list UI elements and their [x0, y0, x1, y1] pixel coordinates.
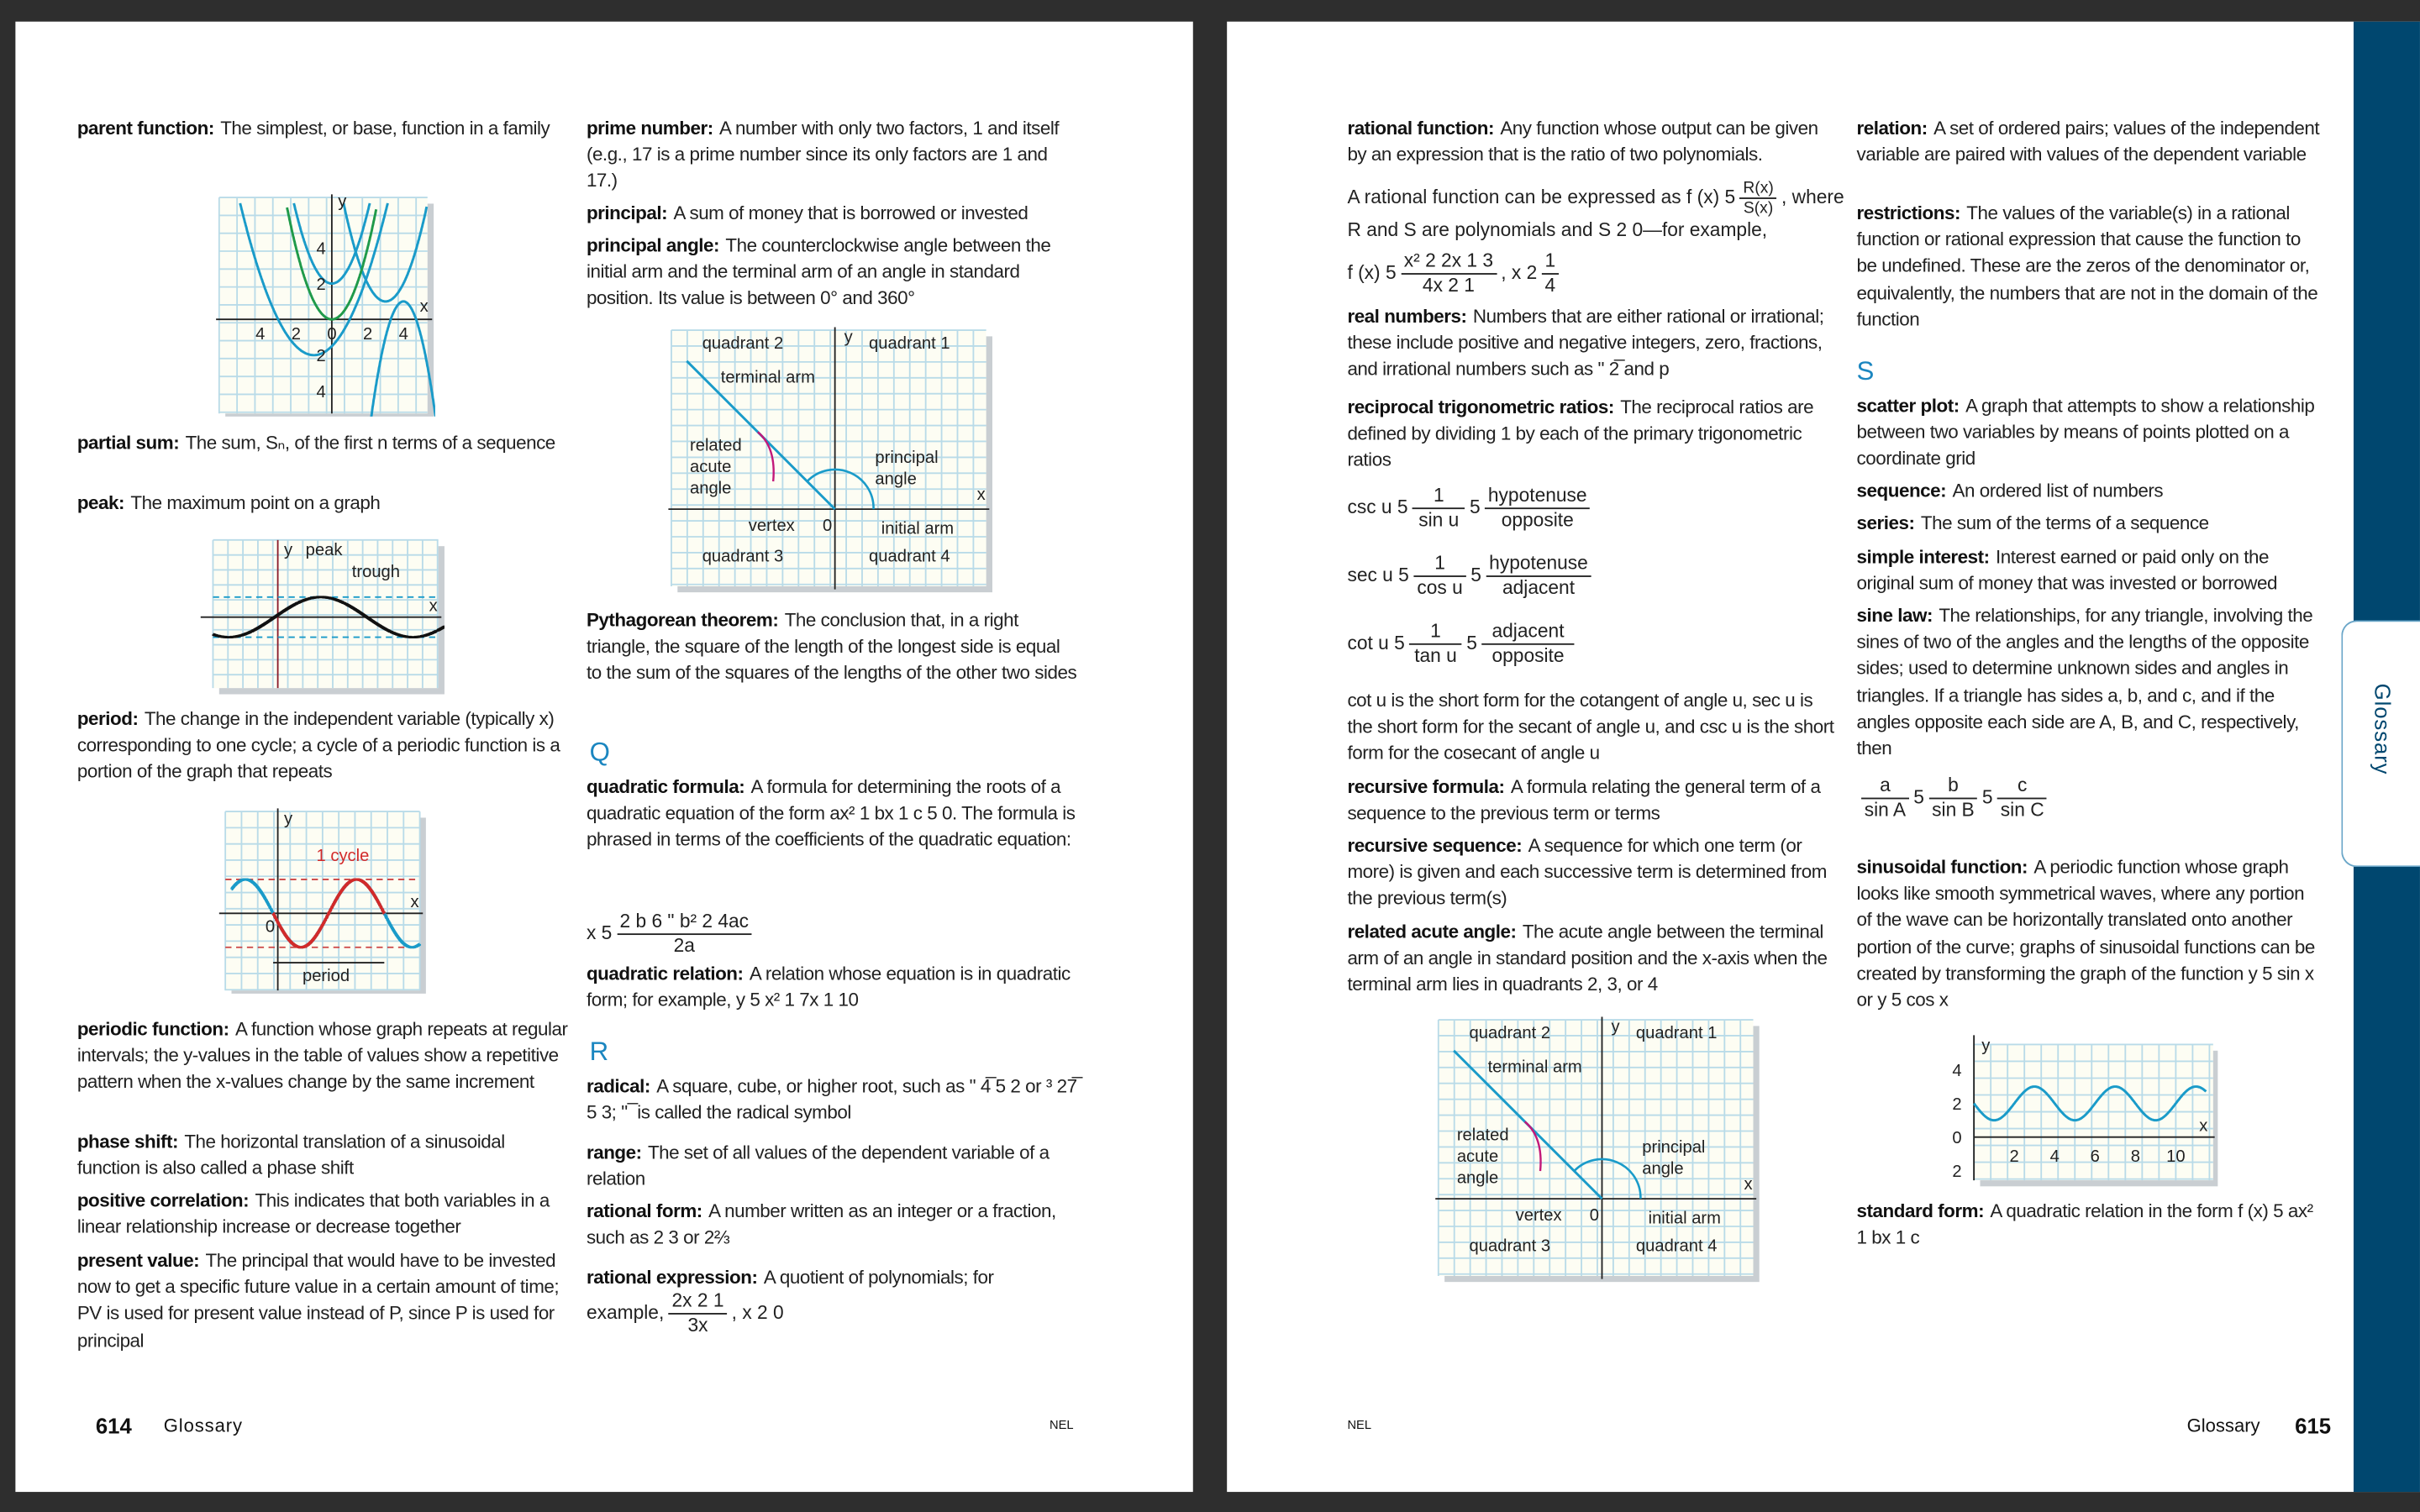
entry-radical: [587, 1074, 1077, 1126]
denominator: sin u: [1418, 509, 1460, 531]
parent-function-graph: [203, 182, 435, 417]
entry-prime-number: [587, 116, 1077, 196]
x-label: x: [429, 596, 438, 616]
entry-real-numbers: [1347, 304, 1838, 384]
term: simple interest:: [1856, 546, 1990, 568]
numerator: hypotenuse: [1486, 553, 1591, 577]
definition: The sum, Sₙ, of the first n terms of a sequence: [185, 432, 555, 454]
terminal-arm-label: terminal arm: [720, 368, 815, 387]
text: A rational function can be expressed as f (x) 5: [1347, 186, 1736, 208]
tick-label-x: 10: [2166, 1147, 2186, 1167]
fraction: [1928, 774, 1977, 822]
numerator: 1: [1409, 620, 1461, 644]
tick-label-y: 2: [1952, 1095, 1962, 1114]
y-label: y: [1981, 1036, 1991, 1055]
tick-label-x: 2: [2009, 1147, 2019, 1167]
quadratic-formula-expression: [587, 911, 756, 958]
fraction: [1413, 485, 1465, 533]
trough-label: trough: [351, 562, 401, 581]
origin-label: 0: [265, 917, 276, 937]
term: sequence:: [1856, 480, 1947, 501]
tick-label-x: 2: [362, 325, 373, 344]
fraction: [669, 1289, 727, 1337]
denominator: S(x): [1743, 198, 1774, 218]
term: periodic function:: [76, 1018, 229, 1040]
denominator: 2a: [673, 935, 695, 957]
term: peak:: [76, 491, 125, 514]
equals: 5: [1466, 632, 1477, 654]
tick-label-x: 2: [291, 325, 302, 344]
denominator: opposite: [1501, 509, 1574, 531]
denominator: adjacent: [1502, 576, 1576, 599]
x-label: x: [419, 297, 429, 317]
period-label: period: [302, 967, 350, 986]
term: sine law:: [1856, 604, 1933, 627]
fraction: [1409, 620, 1461, 668]
fraction: [1542, 250, 1559, 298]
term: restrictions:: [1856, 202, 1960, 224]
principal-angle-label: principal: [875, 449, 939, 468]
terminal-arm-label: terminal arm: [1487, 1058, 1582, 1077]
equals: 5: [1470, 496, 1481, 518]
lhs: cot u 5: [1347, 632, 1405, 654]
origin-label: 0: [822, 516, 833, 535]
glossary-side-tab[interactable]: [2341, 620, 2420, 867]
definition: A formula relating the general term of a sequence to the previous term or terms: [1347, 775, 1821, 825]
related-label: angle: [1456, 1168, 1499, 1188]
fraction: [1413, 553, 1465, 601]
entry-principal: [587, 201, 1077, 228]
tick-label-y: 0: [1952, 1128, 1962, 1147]
principal-angle-label: principal: [1642, 1138, 1706, 1158]
tick-label-y: 2: [316, 347, 326, 366]
term: relation:: [1856, 117, 1928, 139]
numerator: c: [1997, 774, 2047, 799]
y-label: y: [844, 328, 853, 347]
y-label: y: [338, 192, 347, 212]
tick-label-y: 2: [1952, 1163, 1962, 1182]
definition: A quadratic relation in the form f (x) 5 ax² 1 bx 1 c: [1856, 1200, 2313, 1249]
vertex-label: vertex: [748, 516, 795, 535]
numerator: a: [1861, 774, 1909, 799]
entry-rational-form: [587, 1199, 1077, 1252]
footer-section: Glossary: [163, 1415, 243, 1436]
entry-trig-short-forms: [1347, 688, 1838, 768]
numerator: hypotenuse: [1485, 485, 1590, 509]
equals: 5: [1913, 786, 1924, 809]
definition: The principal that would have to be invested now to get a specific future value in a certain amount of time; PV is used for present value instead of P, since P is used for principal: [76, 1249, 560, 1352]
related-label: related: [690, 436, 742, 455]
entry-periodic-function: [77, 1016, 568, 1096]
text: , where: [1781, 186, 1844, 208]
rational-expression-example: [587, 1289, 784, 1337]
rational-function-line2: R and S are polynomials and S 2 0—for example,: [1347, 218, 1768, 241]
entry-pythagorean-theorem: [587, 608, 1077, 688]
term: sinusoidal function:: [1856, 856, 2028, 879]
restriction: , x 2: [1501, 261, 1538, 284]
numerator: 2 b 6 " b² 2 4ac: [617, 911, 752, 935]
term: rational expression:: [586, 1266, 758, 1289]
page-number: 615: [2295, 1413, 2332, 1438]
term: principal:: [586, 202, 668, 224]
x-label: x: [2199, 1116, 2208, 1136]
definition: A quotient of polynomials; for: [763, 1266, 994, 1289]
definition: A sequence for which one term (or more) is given and each successive term is determined from the previous term(s): [1347, 834, 1827, 910]
term: series:: [1856, 512, 1915, 534]
term: range:: [586, 1142, 642, 1163]
numerator: 1: [1413, 553, 1465, 577]
term: quadratic relation:: [586, 963, 744, 984]
y-label: y: [283, 809, 293, 828]
definition: This indicates that both variables in a linear relationship increase or decrease together: [76, 1189, 550, 1238]
entry-partial-sum: [77, 430, 568, 457]
term: standard form:: [1856, 1200, 1985, 1222]
definition: A square, cube, or higher root, such as " 4̅ 5 2 or ³ 27̅ 5 3; " ̅ is called the radical symbol: [586, 1075, 1077, 1124]
x-label: x: [976, 486, 986, 505]
tick-label-x: 4: [255, 325, 266, 344]
definition: Interest earned or paid only on the original sum of money that was invested or borrowed: [1856, 546, 2277, 595]
denominator: 3x: [687, 1314, 708, 1336]
sinusoidal-graph: [1940, 1016, 2218, 1186]
term: parent function:: [76, 117, 214, 139]
numerator: 2x 2 1: [669, 1289, 727, 1314]
tick-label-x: 0: [327, 325, 337, 344]
fraction: [617, 911, 752, 958]
entry-scatter-plot: [1857, 393, 2320, 473]
x-label: x: [410, 892, 419, 911]
definition: A number with only two factors, 1 and itself (e.g., 17 is a prime number since its only factors are 1 and 17.): [586, 117, 1060, 192]
y-label: y: [1611, 1017, 1620, 1037]
tick-label-y: 2: [316, 275, 326, 294]
footer-section: Glossary: [2186, 1415, 2260, 1436]
fraction: [1861, 774, 1909, 822]
initial-arm-label: initial arm: [1648, 1209, 1721, 1228]
term: radical:: [586, 1075, 650, 1097]
equals: 5: [1981, 786, 1993, 809]
numerator: x² 2 2x 1 3: [1401, 250, 1497, 275]
definition: The maximum point on a graph: [130, 491, 381, 514]
section-heading-r: R: [589, 1037, 609, 1067]
denominator: sin B: [1932, 799, 1975, 822]
fraction: [1997, 774, 2047, 822]
left-page: [15, 22, 1192, 1492]
definition: The horizontal translation of a sinusoidal function is also called a phase shift: [76, 1131, 505, 1179]
definition: An ordered list of numbers: [1952, 480, 2164, 501]
entry-sinusoidal-function: [1857, 855, 2320, 1015]
term: Pythagorean theorem:: [586, 609, 779, 632]
definition: Any function whose output can be given by an expression that is the ratio of two polynomials.: [1347, 117, 1818, 165]
prefix: example,: [586, 1301, 665, 1324]
right-page: [1227, 22, 2420, 1492]
term: rational function:: [1347, 117, 1494, 139]
quadrant-3-label: quadrant 3: [1469, 1236, 1551, 1256]
side-tab-label: Glossary: [2370, 683, 2396, 775]
x-label: x: [1744, 1175, 1753, 1194]
formula-lhs: x 5: [586, 921, 613, 944]
fraction: [1401, 250, 1497, 298]
numerator: 1: [1413, 485, 1465, 509]
entry-sequence: [1857, 478, 2320, 505]
definition: A graph that attempts to show a relationship between two variables by means of points plotted on a coordinate grid: [1856, 395, 2315, 470]
denominator: tan u: [1414, 644, 1457, 667]
term: partial sum:: [76, 432, 180, 454]
entry-recursive-formula: [1347, 774, 1838, 827]
denominator: sin A: [1864, 799, 1907, 822]
entry-recursive-sequence: [1347, 833, 1838, 913]
related-label: acute: [1456, 1147, 1499, 1167]
quadrant-3-label: quadrant 3: [702, 547, 784, 566]
definition: The counterclockwise angle between the initial arm and the terminal arm of an angle in standard position. Its value is between 0° and 360°: [586, 234, 1051, 310]
term: real numbers:: [1347, 305, 1467, 328]
tick-label-x: 4: [398, 325, 408, 344]
term: related acute angle:: [1347, 921, 1517, 943]
definition: A relation whose equation is in quadratic form; for example, y 5 x² 1 7x 1 10: [586, 963, 1071, 1011]
denominator: opposite: [1491, 644, 1565, 667]
entry-relation: [1857, 116, 2320, 169]
initial-arm-label: initial arm: [881, 519, 955, 538]
term: principal angle:: [586, 234, 720, 256]
entry-quadratic-relation: [587, 961, 1077, 1014]
denominator: cos u: [1417, 576, 1463, 599]
definition: The conclusion that, in a right triangle, the square of the length of the longest side is equal to the sum of the squares of the lengths of the other two sides: [586, 609, 1077, 685]
sine-law-formula: [1857, 774, 2052, 822]
fraction: [1485, 485, 1590, 533]
tick-label-y: 4: [316, 239, 326, 259]
definition: The acute angle between the terminal arm of an angle in standard position and the x-axis when the terminal arm lies in quadrants 2, 3, or 4: [1347, 921, 1828, 996]
trig-ratio-row: [1347, 553, 1596, 601]
fraction: [1481, 620, 1574, 668]
quadrant-4-label: quadrant 4: [1635, 1236, 1718, 1256]
tick-label-x: 4: [2049, 1147, 2060, 1167]
related-label: acute: [690, 458, 732, 477]
equals: 5: [1470, 564, 1481, 586]
quadrant-2-label: quadrant 2: [1469, 1024, 1551, 1043]
entry-rational-function: [1347, 116, 1838, 169]
definition: cot u is the short form for the cotangent of angle u, sec u is the short form for the secant of angle u, and csc u is the short form for the cosecant of angle u: [1347, 690, 1834, 764]
related-label: related: [1456, 1126, 1509, 1145]
numerator: R(x): [1740, 179, 1777, 199]
definition: The simplest, or base, function in a family: [220, 117, 550, 139]
rational-function-example: [1347, 250, 1563, 298]
entry-restrictions: [1857, 201, 2320, 333]
principal-angle-label: angle: [1642, 1159, 1684, 1179]
fraction: [1740, 179, 1777, 218]
lhs: f (x) 5: [1347, 261, 1397, 284]
suffix: , x 2 0: [731, 1301, 784, 1324]
definition: The sum of the terms of a sequence: [1920, 512, 2209, 534]
definition: The reciprocal ratios are defined by dividing 1 by each of the primary trigonometric ratios: [1347, 396, 1814, 471]
entry-present-value: [77, 1248, 568, 1354]
term: rational form:: [586, 1200, 702, 1222]
section-heading-s: S: [1856, 356, 1875, 386]
quadrant-1-label: quadrant 1: [1635, 1024, 1718, 1043]
term: recursive formula:: [1347, 775, 1505, 798]
numerator: b: [1928, 774, 1977, 799]
term: phase shift:: [76, 1131, 178, 1153]
entry-simple-interest: [1857, 544, 2320, 597]
entry-phase-shift: [77, 1129, 568, 1182]
related-label: angle: [690, 479, 732, 498]
page-number: 614: [95, 1413, 132, 1438]
tick-label-x: 8: [2130, 1147, 2140, 1167]
definition: The change in the independent variable (typically x) corresponding to one cycle; a cycle of a periodic function is a portion of the graph that repeats: [76, 708, 560, 783]
y-label: y: [283, 541, 293, 560]
definition: A formula for determining the roots of a quadratic equation of the form ax² 1 bx 1 c 5 0. The formula is phrased in terms of the coefficients of the quadratic equation:: [586, 775, 1076, 851]
definition: A set of ordered pairs; values of the independent variable are paired with values of the dependent variable: [1856, 117, 2320, 165]
entry-positive-correlation: [77, 1188, 568, 1241]
definition: A periodic function whose graph looks like smooth symmetrical waves, where any portion of the wave can be horizontally translated onto another portion of the curve; graphs of sinusoidal functions can be created by transforming the graph of the function y 5 sin x or y 5 cos x: [1856, 856, 2315, 1011]
term: positive correlation:: [76, 1189, 250, 1211]
entry-sine-law: [1857, 603, 2320, 763]
peak-trough-graph: [197, 537, 445, 694]
rational-function-expression: [1347, 179, 1844, 218]
tick-label-x: 6: [2090, 1147, 2100, 1167]
entry-reciprocal-trig-ratios: [1347, 395, 1838, 475]
term: recursive sequence:: [1347, 834, 1523, 857]
term: quadratic formula:: [586, 775, 745, 798]
entry-peak: [77, 491, 568, 517]
principal-angle-label: angle: [875, 470, 917, 489]
trig-ratio-row: [1347, 485, 1594, 533]
term: present value:: [76, 1249, 200, 1272]
fraction: [1486, 553, 1591, 601]
entry-parent-function: [77, 116, 568, 143]
denominator: 4x 2 1: [1422, 274, 1475, 297]
definition: A sum of money that is borrowed or invested: [673, 202, 1028, 224]
entry-range: [587, 1140, 1077, 1193]
entry-period: [77, 706, 568, 786]
lhs: sec u 5: [1347, 564, 1409, 586]
numerator: 1: [1542, 250, 1559, 275]
related-acute-angle-diagram: [1435, 1016, 1760, 1282]
entry-quadratic-formula: [587, 774, 1077, 854]
footer-publisher: NEL: [1049, 1417, 1074, 1432]
denominator: 4: [1544, 274, 1556, 297]
origin-label: 0: [1589, 1205, 1600, 1225]
entry-rational-expression: [587, 1265, 1077, 1292]
numerator: adjacent: [1481, 620, 1574, 644]
trig-ratio-row: [1347, 620, 1579, 668]
tick-label-y: 4: [316, 382, 326, 402]
quadrant-2-label: quadrant 2: [702, 334, 784, 354]
section-heading-q: Q: [589, 737, 610, 767]
cycle-label: 1 cycle: [316, 846, 370, 865]
term: scatter plot:: [1856, 395, 1960, 417]
principal-angle-diagram: [668, 327, 992, 592]
tick-label-y: 4: [1952, 1061, 1962, 1080]
entry-related-acute-angle: [1347, 920, 1838, 1000]
term: period:: [76, 708, 139, 730]
denominator: sin C: [2000, 799, 2044, 822]
term: prime number:: [586, 117, 713, 139]
period-graph: [216, 802, 426, 994]
term: reciprocal trigonometric ratios:: [1347, 396, 1614, 418]
definition: Numbers that are either rational or irrational; these include positive and negative integers, zero, fractions, and irrational numbers such as " 2̅ and p: [1347, 305, 1824, 381]
quadrant-1-label: quadrant 1: [869, 334, 950, 354]
entry-standard-form: [1857, 1199, 2320, 1252]
entry-series: [1857, 511, 2320, 538]
definition: The relationships, for any triangle, involving the sines of two of the angles and the lengths of the opposite sides; used to determine unknown sides and angles in triangles. If a triangle has sides a, b, and c, and if the angles opposite each side are A, B, and C, respectively, then: [1856, 604, 2313, 759]
quadrant-4-label: quadrant 4: [869, 547, 950, 566]
definition: The set of all values of the dependent variable of a relation: [586, 1142, 1050, 1190]
definition: A function whose graph repeats at regular intervals; the y-values in the table of values show a repetitive pattern when the x-values change by the same increment: [76, 1018, 568, 1094]
lhs: csc u 5: [1347, 496, 1408, 518]
peak-label: peak: [305, 541, 343, 560]
vertex-label: vertex: [1515, 1205, 1562, 1225]
definition: The values of the variable(s) in a rational function or rational expression that cause the function to be undefined. These are the zeros of the denominator or, equivalently, the numbers that are not in the domain of the function: [1856, 202, 2318, 330]
definition: A number written as an integer or a fraction, such as 2 3 or 2⅔: [586, 1200, 1056, 1249]
entry-principal-angle: [587, 233, 1077, 312]
footer-publisher: NEL: [1347, 1417, 1372, 1432]
